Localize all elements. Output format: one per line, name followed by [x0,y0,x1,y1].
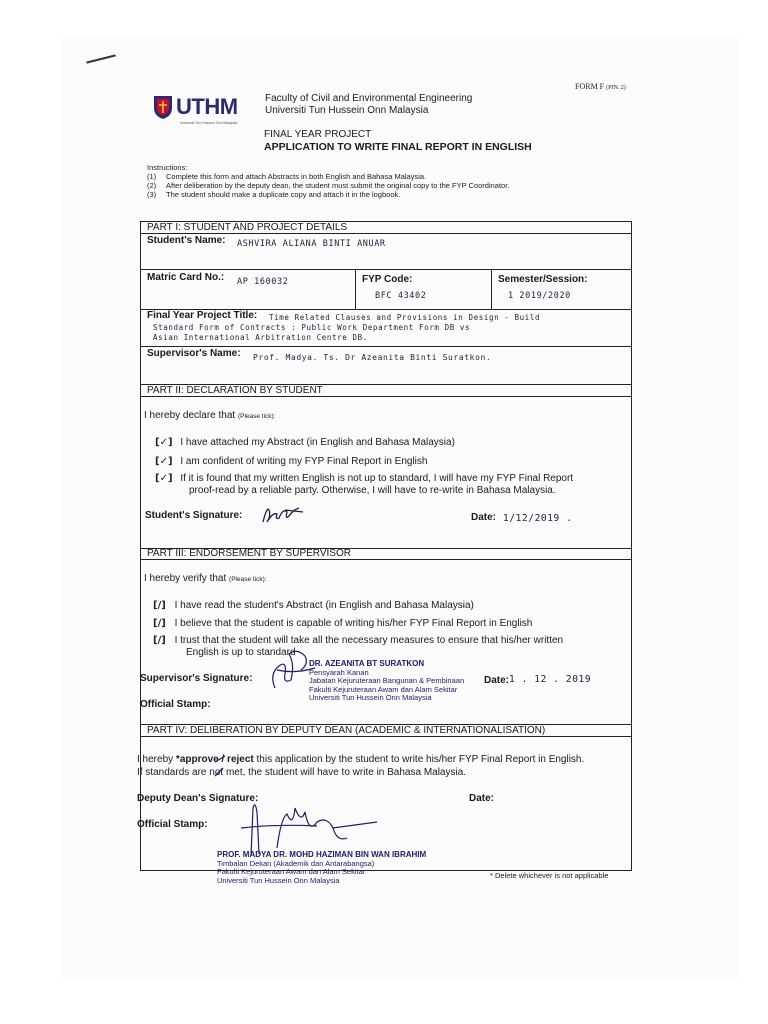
tick-icon: [✓] [155,473,173,484]
semester-value[interactable]: 1 2019/2020 [508,291,571,301]
student-date-value[interactable]: 1/12/2019 . [503,513,573,524]
divider [141,346,631,347]
student-name-value[interactable]: ASHVIRA ALIANA BINTI ANUAR [237,239,386,249]
uthm-logo [152,94,238,120]
tick-icon: [/] [153,618,166,629]
deputy-dean-date-label: Date: [469,793,495,804]
supervisor-name-value[interactable]: Prof. Madya. Ts. Dr Azeanita Binti Suratkon. [253,353,492,362]
matric-label: Matric Card No.: [147,272,225,283]
tick-icon: [/] [153,635,166,646]
declaration-checkbox-2[interactable]: [✓] I am confident of writing my FYP Final Report in English [155,456,428,467]
supervisor-date-value[interactable]: 1 . 12 . 2019 [509,674,592,685]
crest-icon [152,94,174,120]
supervisor-signature-label: Supervisor's Signature: [140,673,253,684]
strike-marks [211,754,239,778]
verify-text: I hereby verify that (Please tick): [144,573,267,584]
form-title-line1: FINAL YEAR PROJECT [264,129,372,140]
deputy-dean-stamp-label: Official Stamp: [137,819,208,830]
part4-heading: PART IV: DELIBERATION BY DEPUTY DEAN (ACADEMIC & INTERNATIONALISATION) [141,725,631,737]
instruction-item: (1) Complete this form and attach Abstracts in both English and Bahasa Malaysia. [147,172,427,181]
faculty-name: Faculty of Civil and Environmental Engineering [265,93,473,104]
endorsement-checkbox-1[interactable]: [/] I have read the student's Abstract (in English and Bahasa Malaysia) [153,600,474,611]
tick-icon: [✓] [155,437,173,448]
instruction-item: (3) The student should make a duplicate copy and attach it in the logbook. [147,190,401,199]
endorsement-item3-continuation: English is up to standard [186,647,296,658]
endorsement-checkbox-3[interactable]: [/] I trust that the student will take all the necessary measures to ensure that his/her written [153,635,564,646]
part3-heading: PART III: ENDORSEMENT BY SUPERVISOR [141,548,631,560]
project-title-line3[interactable]: Asian International Arbitration Centre DB. [153,333,368,342]
fyp-code-label: FYP Code: [362,274,413,285]
student-name-label: Student's Name: [147,235,226,246]
deputy-dean-signature[interactable] [237,798,397,858]
declare-text: I hereby declare that (Please tick): [144,410,276,421]
supervisor-name-label: Supervisor's Name: [147,348,241,359]
university-name: Universiti Tun Hussein Onn Malaysia [265,105,429,116]
student-date-label: Date: [471,512,497,523]
deputy-dean-signature-label: Deputy Dean's Signature: [137,793,259,804]
form-code-revision: (PIN. 2) [606,85,626,91]
logo-subtext: Universiti Tun Hussein Onn Malaysia [180,121,238,125]
semester-label: Semester/Session: [498,274,588,285]
deliberation-line1: I hereby *approve / reject this application by the student to write his/her FYP Final Report in English. [137,754,585,765]
matric-value[interactable]: AP 160032 [237,277,289,287]
instructions-heading: Instructions: [147,163,188,172]
supervisor-stamp-label: Official Stamp: [140,699,211,710]
instructions [147,163,617,199]
faculty-block [265,93,472,117]
form-title-line2: APPLICATION TO WRITE FINAL REPORT IN ENGLISH [264,141,532,153]
project-title-line2[interactable]: Standard Form of Contracts : Public Work Department Form DB vs [153,323,471,332]
part2-heading: PART II: DECLARATION BY STUDENT [141,385,631,397]
footnote: * Delete whichever is not applicable [490,871,609,880]
tick-icon: [✓] [155,456,173,467]
endorsement-checkbox-2[interactable]: [/] I believe that the student is capable of writing his/her FYP Final Report in English [153,618,533,629]
form-code [575,82,626,91]
project-title-label: Final Year Project Title: [147,310,258,321]
supervisor-date-label: Date: [484,675,510,686]
form-title [264,129,532,153]
declaration-checkbox-3[interactable]: [✓] If it is found that my written English is not up to standard, I will have my FYP Final Report [155,473,574,484]
student-signature-label: Student's Signature: [145,510,243,521]
form-code-main: FORM F [575,82,605,91]
tick-icon: [/] [153,600,166,611]
declaration-checkbox-1[interactable]: [✓] I have attached my Abstract (in English and Bahasa Malaysia) [155,437,455,448]
student-signature[interactable] [259,502,309,526]
fyp-code-value[interactable]: BFC 43402 [375,291,427,301]
logo-wordmark: UTHM [176,94,238,119]
deputy-dean-stamp: PROF. MADYA DR. MOHD HAZIMAN BIN WAN IBRAHIM Timbalan Dekan (Akademik dan Antarabangsa) Fakulti Kejuruteraan Awam dan Alam Sekitar Universiti Tun Hussein Onn Malaysia [217,850,427,885]
approve-reject-option: *approve / reject [175,754,254,765]
divider [355,269,356,310]
divider [491,269,492,310]
declaration-item3-continuation: proof-read by a reliable party. Otherwise, I will have to re-write in Bahasa Malaysia. [189,485,556,496]
part1-heading: PART I: STUDENT AND PROJECT DETAILS [141,222,631,234]
supervisor-stamp: DR. AZEANITA BT SURATKON Pensyarah Kanan Jabatan Kejuruteraan Bangunan & Pembinaan Fakulti Kejuruteraan Awam dan Alam Sekitar Universiti Tun Hussein Onn Malaysia [309,659,465,703]
divider [141,269,631,270]
project-title-line1[interactable]: Time Related Clauses and Provisions in Design - Build [269,313,541,322]
instruction-item: (2) After deliberation by the deputy dean, the student must submit the original copy to the FYP Coordinator. [147,181,510,190]
deliberation-line2: If standards are not met, the student will have to write in Bahasa Malaysia. [137,767,467,778]
